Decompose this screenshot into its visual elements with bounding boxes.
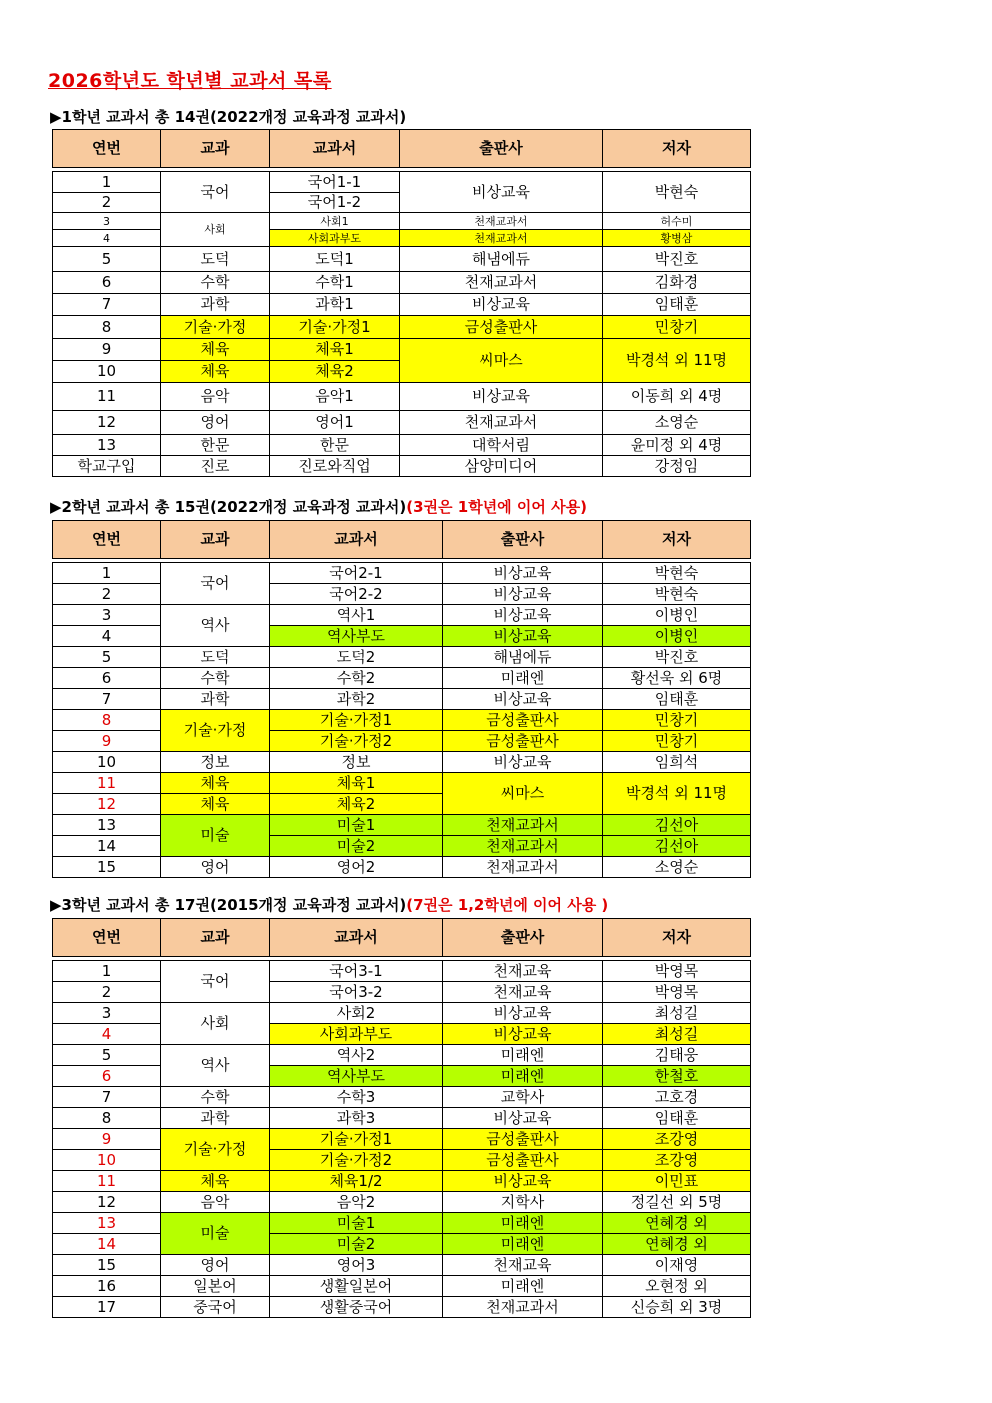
cell-no: 16: [53, 1276, 161, 1297]
cell-author: 박경석 외 11명: [603, 339, 751, 383]
cell-publisher: 비상교육: [400, 294, 603, 316]
cell-subject: 체육: [161, 1171, 270, 1192]
header-author: 저자: [603, 130, 751, 168]
grade1-heading-text: ▶1학년 교과서 총 14권(2022개정 교육과정 교과서): [50, 108, 407, 126]
cell-book: 기술·가정2: [270, 1150, 443, 1171]
cell-publisher: 비상교육: [443, 584, 603, 605]
cell-no: 학교구입: [53, 456, 161, 477]
cell-no: 6: [53, 668, 161, 689]
cell-publisher: 천재교과서: [400, 411, 603, 435]
cell-author: 민창기: [603, 731, 751, 752]
cell-subject: 영어: [161, 857, 270, 878]
table-row: [53, 411, 751, 435]
cell-book: 사회과부도: [270, 230, 400, 247]
cell-no: 11: [53, 383, 161, 411]
cell-publisher: 삼양미디어: [400, 456, 603, 477]
cell-no: 4: [53, 1024, 161, 1045]
cell-book: 체육1: [270, 773, 443, 794]
table-row: [53, 456, 751, 477]
cell-author: 오현정 외: [603, 1276, 751, 1297]
cell-publisher: 비상교육: [443, 605, 603, 626]
table-row: [53, 1213, 751, 1234]
cell-publisher: 비상교육: [443, 689, 603, 710]
cell-no: 3: [53, 605, 161, 626]
cell-publisher: 금성출판사: [443, 731, 603, 752]
cell-book: 도덕1: [270, 247, 400, 272]
cell-publisher: 천재교과서: [443, 836, 603, 857]
header-book: 교과서: [270, 130, 400, 168]
cell-publisher: 미래엔: [443, 1234, 603, 1255]
table-row: [53, 1255, 751, 1276]
cell-book: 음악1: [270, 383, 400, 411]
cell-subject: 영어: [161, 1255, 270, 1276]
table-row: [53, 836, 751, 857]
cell-publisher: 지학사: [443, 1192, 603, 1213]
cell-book: 진로와직업: [270, 456, 400, 477]
cell-author: 박진호: [603, 247, 751, 272]
cell-publisher: 비상교육: [443, 1108, 603, 1129]
grade3-heading: [50, 894, 608, 915]
cell-publisher: 천재교과서: [443, 857, 603, 878]
cell-publisher: 미래엔: [443, 1213, 603, 1234]
cell-no: 5: [53, 647, 161, 668]
cell-author: 이병인: [603, 626, 751, 647]
cell-publisher: 천재교육: [443, 1255, 603, 1276]
table-row: [53, 1003, 751, 1024]
cell-author: 소영순: [603, 857, 751, 878]
cell-book: 수학3: [270, 1087, 443, 1108]
cell-subject: 중국어: [161, 1297, 270, 1318]
cell-no: 10: [53, 1150, 161, 1171]
table-row: [53, 316, 751, 339]
cell-publisher: 천재교과서: [443, 1297, 603, 1318]
cell-author: 민창기: [603, 710, 751, 731]
cell-author: 최성길: [603, 1003, 751, 1024]
cell-no: 1: [53, 961, 161, 982]
page-title: 2026학년도 학년별 교과서 목록: [48, 70, 332, 92]
cell-book: 과학1: [270, 294, 400, 316]
cell-no: 14: [53, 1234, 161, 1255]
header-subject: 교과: [161, 130, 270, 168]
table-row: [53, 731, 751, 752]
cell-subject: 사회: [161, 213, 270, 247]
header-no: 연번: [53, 521, 161, 559]
header-subject: 교과: [161, 919, 270, 957]
cell-book: 체육1/2: [270, 1171, 443, 1192]
cell-no: 8: [53, 316, 161, 339]
cell-book: 역사부도: [270, 1066, 443, 1087]
cell-book: 역사1: [270, 605, 443, 626]
cell-no: 4: [53, 230, 161, 247]
cell-publisher: 씨마스: [443, 773, 603, 815]
cell-book: 수학1: [270, 272, 400, 294]
cell-book: 과학2: [270, 689, 443, 710]
cell-publisher: 천재교육: [443, 982, 603, 1003]
cell-subject: 미술: [161, 1213, 270, 1255]
cell-subject: 과학: [161, 294, 270, 316]
cell-subject: 영어: [161, 411, 270, 435]
cell-author: 이병인: [603, 605, 751, 626]
cell-subject: 수학: [161, 668, 270, 689]
table-row: [53, 668, 751, 689]
cell-no: 6: [53, 272, 161, 294]
cell-no: 1: [53, 172, 161, 193]
cell-author: 박경석 외 11명: [603, 773, 751, 815]
cell-publisher: 천재교과서: [400, 213, 603, 230]
table-row: [53, 857, 751, 878]
cell-no: 6: [53, 1066, 161, 1087]
table-row: [53, 563, 751, 584]
cell-publisher: 비상교육: [443, 1024, 603, 1045]
cell-book: 사회1: [270, 213, 400, 230]
cell-book: 한문: [270, 435, 400, 456]
cell-subject: 체육: [161, 773, 270, 794]
cell-subject: 수학: [161, 272, 270, 294]
table-row: [53, 1234, 751, 1255]
header-no: 연번: [53, 130, 161, 168]
cell-book: 도덕2: [270, 647, 443, 668]
cell-author: 박현숙: [603, 563, 751, 584]
cell-author: 박현숙: [603, 584, 751, 605]
cell-no: 1: [53, 563, 161, 584]
cell-publisher: 해냄에듀: [400, 247, 603, 272]
cell-book: 체육2: [270, 361, 400, 383]
table-row: [53, 1108, 751, 1129]
cell-no: 7: [53, 689, 161, 710]
cell-book: 사회2: [270, 1003, 443, 1024]
table-row: [53, 752, 751, 773]
cell-subject: 한문: [161, 435, 270, 456]
cell-book: 기술·가정2: [270, 731, 443, 752]
cell-author: 황병삼: [603, 230, 751, 247]
cell-book: 정보: [270, 752, 443, 773]
cell-book: 역사2: [270, 1045, 443, 1066]
cell-book: 과학3: [270, 1108, 443, 1129]
cell-no: 3: [53, 213, 161, 230]
cell-author: 임태훈: [603, 294, 751, 316]
cell-no: 8: [53, 1108, 161, 1129]
table-row: [53, 294, 751, 316]
cell-no: 8: [53, 710, 161, 731]
cell-publisher: 대학서림: [400, 435, 603, 456]
cell-author: 이동희 외 4명: [603, 383, 751, 411]
cell-author: 박영목: [603, 961, 751, 982]
cell-no: 15: [53, 857, 161, 878]
cell-author: 조강영: [603, 1129, 751, 1150]
cell-subject: 미술: [161, 815, 270, 857]
cell-book: 체육2: [270, 794, 443, 815]
grade2-heading-note: (3권은 1학년에 이어 사용): [406, 498, 587, 516]
cell-subject: 체육: [161, 339, 270, 361]
cell-author: 조강영: [603, 1150, 751, 1171]
cell-subject: 역사: [161, 605, 270, 647]
table-row: [53, 1171, 751, 1192]
table-row: [53, 1150, 751, 1171]
cell-subject: 기술·가정: [161, 316, 270, 339]
cell-subject: 과학: [161, 689, 270, 710]
cell-publisher: 금성출판사: [443, 1129, 603, 1150]
grade2-heading: [50, 496, 587, 517]
cell-subject: 역사: [161, 1045, 270, 1087]
cell-book: 생활중국어: [270, 1297, 443, 1318]
cell-book: 기술·가정1: [270, 316, 400, 339]
cell-author: 소영순: [603, 411, 751, 435]
cell-publisher: 천재교과서: [400, 272, 603, 294]
cell-author: 박현숙: [603, 172, 751, 213]
cell-publisher: 금성출판사: [443, 1150, 603, 1171]
cell-publisher: 비상교육: [443, 752, 603, 773]
cell-book: 사회과부도: [270, 1024, 443, 1045]
cell-book: 국어3-2: [270, 982, 443, 1003]
cell-no: 13: [53, 435, 161, 456]
table-row: [53, 339, 751, 361]
cell-author: 박진호: [603, 647, 751, 668]
cell-publisher: 천재교과서: [400, 230, 603, 247]
cell-no: 12: [53, 411, 161, 435]
cell-subject: 체육: [161, 794, 270, 815]
cell-no: 12: [53, 794, 161, 815]
cell-no: 2: [53, 193, 161, 213]
cell-no: 9: [53, 1129, 161, 1150]
cell-author: 임희석: [603, 752, 751, 773]
cell-publisher: 교학사: [443, 1087, 603, 1108]
cell-subject: 국어: [161, 172, 270, 213]
cell-book: 국어3-1: [270, 961, 443, 982]
cell-subject: 국어: [161, 563, 270, 605]
cell-publisher: 비상교육: [443, 1003, 603, 1024]
cell-subject: 기술·가정: [161, 710, 270, 752]
cell-book: 기술·가정1: [270, 710, 443, 731]
cell-no: 3: [53, 1003, 161, 1024]
header-publisher: 출판사: [400, 130, 603, 168]
cell-no: 5: [53, 247, 161, 272]
cell-author: 임태훈: [603, 689, 751, 710]
cell-book: 국어2-2: [270, 584, 443, 605]
cell-subject: 도덕: [161, 247, 270, 272]
cell-subject: 정보: [161, 752, 270, 773]
grade2-table: [52, 520, 751, 878]
grade3-heading-note: (7권은 1,2학년에 이어 사용 ): [406, 896, 609, 914]
cell-book: 국어1-2: [270, 193, 400, 213]
table-row: [53, 1024, 751, 1045]
cell-author: 고호경: [603, 1087, 751, 1108]
cell-no: 11: [53, 1171, 161, 1192]
cell-subject: 일본어: [161, 1276, 270, 1297]
table-row: [53, 435, 751, 456]
cell-book: 수학2: [270, 668, 443, 689]
table-row: [53, 982, 751, 1003]
cell-no: 14: [53, 836, 161, 857]
cell-no: 2: [53, 584, 161, 605]
table-row: [53, 626, 751, 647]
cell-author: 김선아: [603, 836, 751, 857]
table-row: [53, 647, 751, 668]
table-row: [53, 1129, 751, 1150]
table-row: [53, 1087, 751, 1108]
cell-book: 미술2: [270, 1234, 443, 1255]
grade2-heading-text: ▶2학년 교과서 총 15권(2022개정 교육과정 교과서): [50, 498, 407, 516]
cell-author: 연혜경 외: [603, 1234, 751, 1255]
cell-author: 황선욱 외 6명: [603, 668, 751, 689]
table-row: [53, 584, 751, 605]
cell-book: 체육1: [270, 339, 400, 361]
cell-publisher: 천재교육: [443, 961, 603, 982]
table-header-row: [53, 130, 751, 168]
cell-no: 13: [53, 815, 161, 836]
cell-publisher: 금성출판사: [400, 316, 603, 339]
table-row: [53, 383, 751, 411]
cell-author: 이재영: [603, 1255, 751, 1276]
cell-publisher: 미래엔: [443, 1276, 603, 1297]
cell-subject: 음악: [161, 1192, 270, 1213]
cell-author: 김화경: [603, 272, 751, 294]
cell-author: 윤미정 외 4명: [603, 435, 751, 456]
header-publisher: 출판사: [443, 521, 603, 559]
cell-book: 기술·가정1: [270, 1129, 443, 1150]
cell-publisher: 미래엔: [443, 668, 603, 689]
cell-author: 강정임: [603, 456, 751, 477]
table-header-row: [53, 521, 751, 559]
table-row: [53, 213, 751, 230]
cell-book: 미술1: [270, 815, 443, 836]
table-row: [53, 272, 751, 294]
table-row: [53, 815, 751, 836]
cell-author: 이민표: [603, 1171, 751, 1192]
header-book: 교과서: [270, 919, 443, 957]
cell-subject: 진로: [161, 456, 270, 477]
table-row: [53, 773, 751, 794]
table-header-row: [53, 919, 751, 957]
header-author: 저자: [603, 919, 751, 957]
cell-no: 5: [53, 1045, 161, 1066]
cell-publisher: 비상교육: [443, 563, 603, 584]
cell-subject: 음악: [161, 383, 270, 411]
table-row: [53, 1192, 751, 1213]
cell-subject: 사회: [161, 1003, 270, 1045]
header-subject: 교과: [161, 521, 270, 559]
cell-book: 미술1: [270, 1213, 443, 1234]
cell-subject: 과학: [161, 1108, 270, 1129]
cell-subject: 도덕: [161, 647, 270, 668]
cell-publisher: 비상교육: [443, 1171, 603, 1192]
cell-author: 허수미: [603, 213, 751, 230]
table-row: [53, 1297, 751, 1318]
cell-book: 국어1-1: [270, 172, 400, 193]
cell-publisher: 비상교육: [400, 172, 603, 213]
cell-no: 9: [53, 339, 161, 361]
cell-no: 2: [53, 982, 161, 1003]
cell-author: 민창기: [603, 316, 751, 339]
header-book: 교과서: [270, 521, 443, 559]
table-row: [53, 247, 751, 272]
cell-publisher: 해냄에듀: [443, 647, 603, 668]
table-row: [53, 689, 751, 710]
cell-no: 4: [53, 626, 161, 647]
table-row: [53, 605, 751, 626]
cell-author: 연혜경 외: [603, 1213, 751, 1234]
cell-no: 7: [53, 294, 161, 316]
cell-publisher: 비상교육: [443, 626, 603, 647]
header-no: 연번: [53, 919, 161, 957]
cell-book: 영어3: [270, 1255, 443, 1276]
table-row: [53, 1276, 751, 1297]
cell-subject: 기술·가정: [161, 1129, 270, 1171]
cell-publisher: 천재교과서: [443, 815, 603, 836]
cell-author: 신승희 외 3명: [603, 1297, 751, 1318]
cell-no: 13: [53, 1213, 161, 1234]
cell-no: 7: [53, 1087, 161, 1108]
grade1-heading: [50, 106, 406, 127]
table-row: [53, 710, 751, 731]
cell-subject: 국어: [161, 961, 270, 1003]
table-row: [53, 230, 751, 247]
cell-no: 10: [53, 361, 161, 383]
cell-subject: 수학: [161, 1087, 270, 1108]
cell-author: 한철호: [603, 1066, 751, 1087]
cell-no: 12: [53, 1192, 161, 1213]
table-row: [53, 961, 751, 982]
cell-author: 박영목: [603, 982, 751, 1003]
cell-publisher: 미래엔: [443, 1045, 603, 1066]
cell-author: 임태훈: [603, 1108, 751, 1129]
cell-no: 15: [53, 1255, 161, 1276]
header-author: 저자: [603, 521, 751, 559]
table-row: [53, 1045, 751, 1066]
cell-author: 정길선 외 5명: [603, 1192, 751, 1213]
cell-book: 음악2: [270, 1192, 443, 1213]
table-row: [53, 1066, 751, 1087]
cell-subject: 체육: [161, 361, 270, 383]
grade3-table: [52, 918, 751, 1318]
cell-book: 국어2-1: [270, 563, 443, 584]
cell-book: 생활일본어: [270, 1276, 443, 1297]
cell-no: 11: [53, 773, 161, 794]
cell-book: 영어2: [270, 857, 443, 878]
cell-book: 미술2: [270, 836, 443, 857]
table-row: [53, 172, 751, 193]
cell-book: 역사부도: [270, 626, 443, 647]
cell-author: 김태웅: [603, 1045, 751, 1066]
cell-author: 김선아: [603, 815, 751, 836]
cell-publisher: 미래엔: [443, 1066, 603, 1087]
cell-publisher: 금성출판사: [443, 710, 603, 731]
header-publisher: 출판사: [443, 919, 603, 957]
cell-no: 10: [53, 752, 161, 773]
cell-book: 영어1: [270, 411, 400, 435]
cell-publisher: 씨마스: [400, 339, 603, 383]
cell-author: 최성길: [603, 1024, 751, 1045]
grade1-table: [52, 129, 751, 477]
cell-no: 17: [53, 1297, 161, 1318]
cell-publisher: 비상교육: [400, 383, 603, 411]
cell-no: 9: [53, 731, 161, 752]
grade3-heading-text: ▶3학년 교과서 총 17권(2015개정 교육과정 교과서): [50, 896, 407, 914]
